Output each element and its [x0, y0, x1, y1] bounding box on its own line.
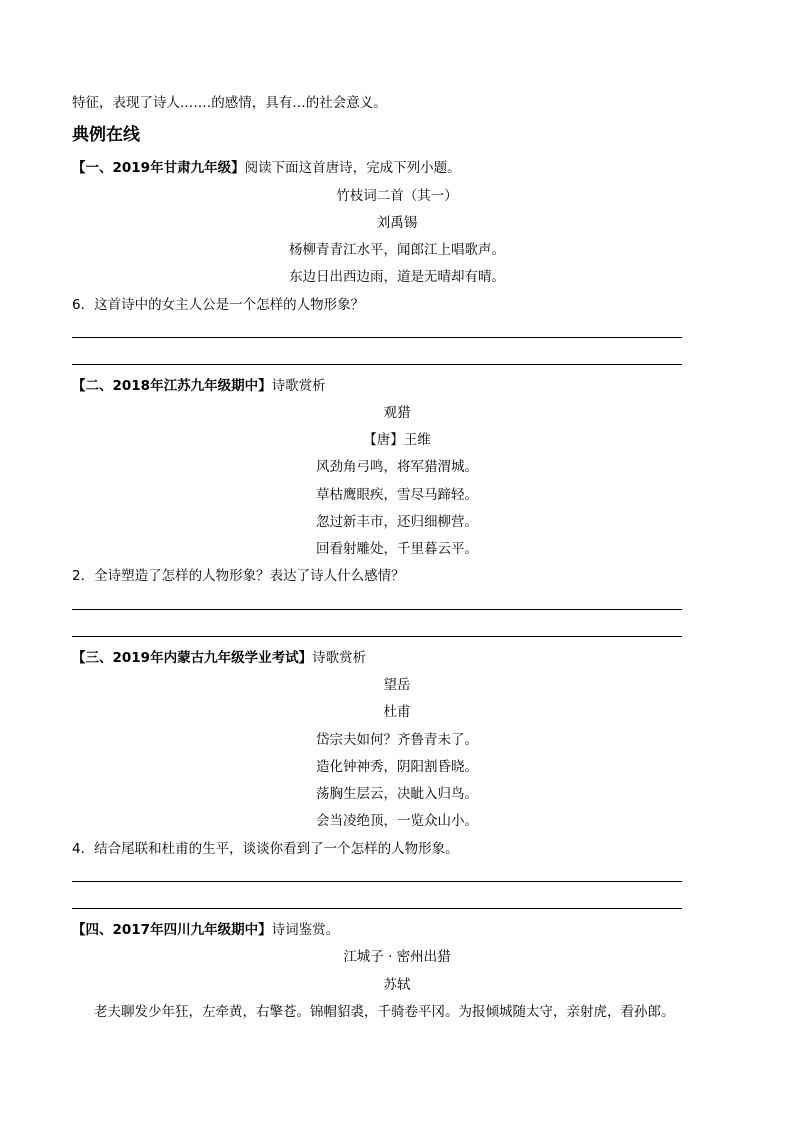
q2-poem-line-4: 回看射雕处，千里暮云平。: [316, 541, 478, 557]
q1-poem-line-2: 东边日出西边雨，道是无晴却有晴。: [289, 269, 505, 285]
q2-poem-line-1: 风劲角弓鸣，将军猎渭城。: [316, 459, 478, 475]
q2-header: [72, 377, 326, 395]
q4-source: 【四、2017年四川九年级期中】: [72, 922, 272, 938]
q1-source: 【一、2019年甘肃九年级】: [72, 160, 245, 176]
q3-source: 【三、2019年内蒙古九年级学业考试】: [72, 650, 313, 666]
q1-poem-title: 竹枝词二首（其一）: [336, 188, 458, 204]
q3-poem-title: 望岳: [383, 677, 411, 693]
answer-line: [72, 636, 682, 637]
q2-question: 2．全诗塑造了怎样的人物形象？表达了诗人什么感情？: [72, 568, 405, 584]
intro-line: 特征，表现了诗人.……的感情，具有…的社会意义。: [72, 95, 387, 111]
q1-prompt: 阅读下面这首唐诗，完成下列小题。: [244, 160, 461, 176]
answer-line: [72, 337, 682, 338]
q3-poem-line-1: 岱宗夫如何？齐鲁青未了。: [316, 732, 478, 748]
q4-header: [72, 921, 339, 939]
q2-source: 【二、2018年江苏九年级期中】: [72, 378, 272, 394]
q3-poem-author: 杜甫: [383, 704, 411, 720]
q2-poem-title: 观猎: [383, 405, 411, 421]
q3-question: 4．结合尾联和杜甫的生平，谈谈你看到了一个怎样的人物形象。: [72, 841, 459, 857]
q4-poem-author: 苏轼: [383, 977, 411, 993]
q3-poem-line-4: 会当凌绝顶，一览众山小。: [316, 813, 478, 829]
q1-poem-line-1: 杨柳青青江水平，闻郎江上唱歌声。: [289, 242, 505, 258]
q3-prompt: 诗歌赏析: [312, 650, 367, 666]
q3-poem-line-2: 造化钟神秀，阴阳割昏晓。: [316, 759, 478, 775]
answer-line: [72, 364, 682, 365]
q2-poem-author: 【唐】王维: [363, 432, 431, 448]
answer-line: [72, 908, 682, 909]
section-heading: 典例在线: [72, 125, 140, 145]
q2-poem-line-3: 忽过新丰市，还归细柳营。: [316, 514, 478, 530]
q1-poem-author: 刘禹锡: [376, 215, 418, 231]
answer-line: [72, 609, 682, 610]
q2-prompt: 诗歌赏析: [271, 378, 326, 394]
q4-prompt: 诗词鉴赏。: [271, 922, 340, 938]
answer-line: [72, 881, 682, 882]
q4-poem-line-1: 老夫聊发少年狂，左牵黄，右擎苍。锦帽貂裘，千骑卷平冈。为报倾城随太守，亲射虎，看孙郎。: [94, 1004, 675, 1020]
q1-header: [72, 159, 461, 177]
q3-header: [72, 649, 366, 667]
q2-poem-line-2: 草枯鹰眼疾，雪尽马蹄轻。: [316, 487, 478, 503]
q4-poem-title: 江城子 · 密州出猎: [343, 949, 451, 965]
q1-question: 6．这首诗中的女主人公是一个怎样的人物形象？: [72, 297, 365, 313]
q3-poem-line-3: 荡胸生层云，决眦入归鸟。: [316, 786, 478, 802]
